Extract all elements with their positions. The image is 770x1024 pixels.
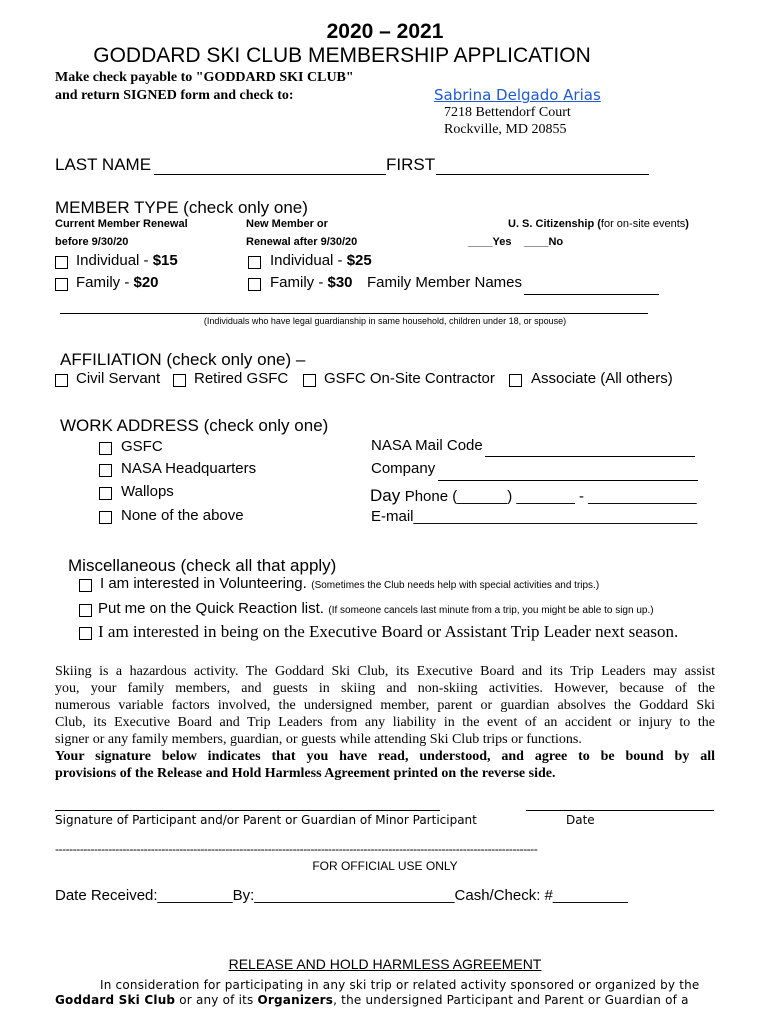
family-note: (Individuals who have legal guardianship in same household, children under 18, or spouse) xyxy=(203,316,567,326)
email-field[interactable]: E-mail__________________________________ xyxy=(371,508,698,525)
affiliation-civil-servant-checkbox[interactable] xyxy=(55,374,68,387)
work-wallops-checkbox[interactable] xyxy=(99,487,112,500)
citizenship-yes[interactable]: ____Yes xyxy=(468,236,512,248)
nasa-mail-code-label: NASA Mail Code xyxy=(371,437,483,454)
release-line-2 xyxy=(55,993,689,1007)
current-member-date: before 9/30/20 xyxy=(55,236,129,248)
work-nasa-hq-checkbox[interactable] xyxy=(99,464,112,477)
individual-current-label xyxy=(76,252,178,269)
volunteer-checkbox[interactable] xyxy=(79,579,92,592)
waiver-line: signer or any family members, guardian, or guests while attending Ski Club trips or functions. xyxy=(55,732,582,747)
company-label: Company xyxy=(371,460,436,477)
family-current-label xyxy=(76,274,159,291)
family-names-field-2[interactable] xyxy=(60,313,648,314)
work-wallops-label: Wallops xyxy=(121,483,174,500)
citizenship-bold: U. S. Citizenship ( xyxy=(508,218,601,230)
waiver-line: Club, its Executive Board and Trip Leaders from any liability in the event of an accident or injury to the xyxy=(55,715,715,730)
waiver-line: you, your family members, and guests in skiing and non-skiing activities. However, because of the xyxy=(55,681,715,696)
family-new-price: $30 xyxy=(327,274,353,291)
exec-board-checkbox[interactable] xyxy=(79,627,92,640)
date-label: Date xyxy=(566,813,595,827)
address-line-1: 7218 Bettendorf Court xyxy=(444,105,571,120)
waiver-bold-line: provisions of the Release and Hold Harmless Agreement printed on the reverse side. xyxy=(55,766,556,781)
family-label-text: Family - xyxy=(270,274,328,291)
release-line-1: In consideration for participating in any ski trip or related activity sponsored or organized by the xyxy=(100,978,700,992)
last-name-field[interactable] xyxy=(154,174,386,175)
signature-label: Signature of Participant and/or Parent or Guardian of Minor Participant xyxy=(55,813,477,827)
quick-reaction-label xyxy=(98,600,654,618)
first-name-field[interactable] xyxy=(436,174,649,175)
affiliation-retired-label: Retired GSFC xyxy=(194,370,289,387)
work-gsfc-label: GSFC xyxy=(121,438,163,455)
citizenship-label xyxy=(508,218,689,230)
individual-label-text: Individual - xyxy=(76,252,153,269)
address-line-2: Rockville, MD 20855 xyxy=(444,122,567,137)
day-phone-field[interactable] xyxy=(370,486,697,506)
individual-label-text: Individual - xyxy=(270,252,347,269)
work-address-heading: WORK ADDRESS (check only one) xyxy=(60,416,329,435)
family-label-text: Family - xyxy=(76,274,134,291)
waiver-line: numerous variable factors involved, the undersigned member, parent or guardian absolves the Goddard Ski xyxy=(55,698,715,713)
return-line: and return SIGNED form and check to: xyxy=(55,88,294,103)
day-phone-day: Day xyxy=(370,486,401,505)
affiliation-associate-label: Associate (All others) xyxy=(531,370,673,387)
affiliation-associate-checkbox[interactable] xyxy=(509,374,522,387)
official-use-label: FOR OFFICIAL USE ONLY xyxy=(312,859,458,873)
individual-new-label xyxy=(270,252,372,269)
work-gsfc-checkbox[interactable] xyxy=(99,442,112,455)
individual-current-checkbox[interactable] xyxy=(55,256,68,269)
citizenship-close: ) xyxy=(685,218,689,230)
volunteer-text: I am interested in Volunteering. xyxy=(100,575,307,592)
official-received-line: Date Received:_________By:________________________Cash/Check: #_________ xyxy=(55,887,628,904)
release-club-name: Goddard Ski Club xyxy=(55,993,176,1007)
member-type-heading: MEMBER TYPE (check only one) xyxy=(55,198,308,217)
citizenship-note: for on-site events xyxy=(600,218,686,230)
quick-reaction-note: (If someone cancels last minute from a trip, you might be able to sign up.) xyxy=(328,605,654,616)
affiliation-retired-checkbox[interactable] xyxy=(173,374,186,387)
work-nasa-hq-label: NASA Headquarters xyxy=(121,460,257,477)
quick-reaction-checkbox[interactable] xyxy=(79,604,92,617)
official-divider: ---------------------------------------------------------------------------------------------------------------------------------------- xyxy=(55,842,538,856)
waiver-bold-line: Your signature below indicates that you have read, understood, and agree to be bound by all xyxy=(55,749,715,764)
individual-new-checkbox[interactable] xyxy=(248,256,261,269)
first-name-label: FIRST xyxy=(386,155,436,174)
exec-board-label: I am interested in being on the Executive Board or Assistant Trip Leader next season. xyxy=(98,622,679,641)
work-none-label: None of the above xyxy=(121,507,244,524)
form-title: GODDARD SKI CLUB MEMBERSHIP APPLICATION xyxy=(93,44,591,67)
misc-heading: Miscellaneous (check all that apply) xyxy=(68,556,337,575)
release-title: RELEASE AND HOLD HARMLESS AGREEMENT xyxy=(228,956,542,972)
nasa-mail-code-field[interactable] xyxy=(485,456,695,457)
volunteer-label xyxy=(100,575,599,593)
new-member-date: Renewal after 9/30/20 xyxy=(246,236,358,248)
release-organizers: Organizers xyxy=(257,993,334,1007)
citizenship-no[interactable]: ____No xyxy=(524,236,564,248)
release-line-2-mid: or any of its xyxy=(175,993,258,1007)
payable-line: Make check payable to "GODDARD SKI CLUB" xyxy=(55,70,354,85)
date-field[interactable] xyxy=(526,810,714,811)
affiliation-civil-servant-label: Civil Servant xyxy=(76,370,161,387)
individual-new-price: $25 xyxy=(346,252,372,269)
form-year: 2020 – 2021 xyxy=(326,20,444,43)
waiver-paragraph xyxy=(55,663,715,782)
release-line-2-end: , the undersigned Participant and Parent or Guardian of a xyxy=(333,993,689,1007)
affiliation-heading: AFFILIATION (check only one) – xyxy=(60,350,306,369)
work-none-checkbox[interactable] xyxy=(99,511,112,524)
family-current-price: $20 xyxy=(133,274,159,291)
signature-field[interactable] xyxy=(55,810,440,811)
contact-name-link[interactable]: Sabrina Delgado Arias xyxy=(434,86,601,104)
family-new-label xyxy=(270,274,353,291)
company-field[interactable] xyxy=(438,480,698,481)
volunteer-note: (Sometimes the Club needs help with special activities and trips.) xyxy=(311,580,600,591)
new-member-label: New Member or xyxy=(246,218,328,230)
family-names-field[interactable] xyxy=(524,294,659,295)
last-name-label: LAST NAME xyxy=(55,155,152,174)
family-names-label: Family Member Names xyxy=(367,274,523,291)
affiliation-contractor-label: GSFC On-Site Contractor xyxy=(324,370,495,387)
individual-current-price: $15 xyxy=(152,252,178,269)
family-current-checkbox[interactable] xyxy=(55,278,68,291)
current-member-label: Current Member Renewal xyxy=(55,218,188,230)
day-phone-label: Phone (______) _______ - _____________ xyxy=(404,488,697,505)
quick-reaction-text: Put me on the Quick Reaction list. xyxy=(98,600,324,617)
affiliation-contractor-checkbox[interactable] xyxy=(303,374,316,387)
family-new-checkbox[interactable] xyxy=(248,278,261,291)
waiver-line: Skiing is a hazardous activity. The Goddard Ski Club, its Executive Board and its Trip Leaders may assist xyxy=(55,664,715,679)
